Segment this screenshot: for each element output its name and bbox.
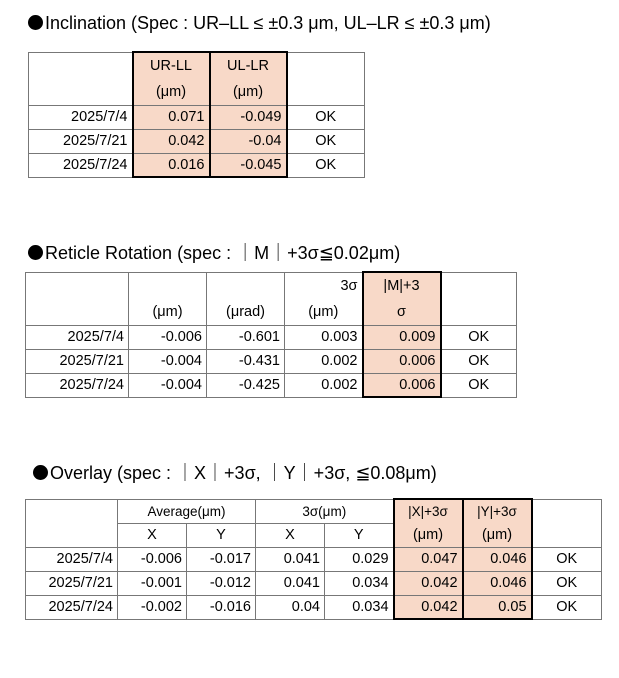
sigma-cell: 0.003 — [285, 325, 363, 349]
overlay-unit-x3s: (μm) — [394, 523, 463, 547]
overlay-header-result-blank — [532, 499, 602, 547]
inclination-heading-text: Inclination (Spec : UR–LL ≤ ±0.3 μm, UL–LR ≤ ±0.3 μm) — [45, 13, 491, 33]
overlay-sub-avg-y: Y — [187, 523, 256, 547]
y3s-cell: 0.046 — [463, 547, 532, 571]
ur-ll-cell: 0.042 — [133, 129, 210, 153]
date-cell: 2025/7/21 — [29, 129, 133, 153]
bullet-icon — [28, 15, 43, 30]
result-cell: OK — [532, 547, 602, 571]
date-cell: 2025/7/21 — [26, 571, 118, 595]
date-cell: 2025/7/24 — [26, 595, 118, 619]
reticle-header-blank-urad — [207, 272, 285, 299]
inclination-header-result-blank — [287, 52, 365, 105]
table-row — [26, 595, 602, 619]
table-row — [26, 373, 517, 397]
date-cell: 2025/7/24 — [26, 373, 129, 397]
table-row — [29, 105, 365, 129]
result-cell: OK — [532, 595, 602, 619]
result-cell: OK — [532, 571, 602, 595]
reticle-header-blank — [26, 272, 129, 325]
reticle-unit-um: (μm) — [129, 299, 207, 325]
date-cell: 2025/7/4 — [29, 105, 133, 129]
reticle-unit-m3s: σ — [363, 299, 441, 325]
table-row — [26, 547, 602, 571]
table-row — [26, 349, 517, 373]
sigma-x-cell: 0.041 — [256, 547, 325, 571]
date-cell: 2025/7/21 — [26, 349, 129, 373]
sigma-y-cell: 0.029 — [325, 547, 394, 571]
ur-ll-cell: 0.071 — [133, 105, 210, 129]
overlay-unit-y3s: (μm) — [463, 523, 532, 547]
reticle-table — [25, 271, 517, 398]
result-cell: OK — [441, 325, 517, 349]
x3s-cell: 0.047 — [394, 547, 463, 571]
avg-x-cell: -0.006 — [118, 547, 187, 571]
table-row — [26, 571, 602, 595]
um-cell: -0.006 — [129, 325, 207, 349]
x3s-cell: 0.042 — [394, 571, 463, 595]
um-cell: -0.004 — [129, 349, 207, 373]
inclination-header-ul-lr: UL-LR — [210, 52, 287, 79]
date-cell: 2025/7/4 — [26, 547, 118, 571]
result-cell: OK — [441, 349, 517, 373]
bullet-icon — [28, 245, 43, 260]
y3s-cell: 0.05 — [463, 595, 532, 619]
sigma-y-cell: 0.034 — [325, 571, 394, 595]
overlay-heading — [33, 459, 437, 485]
overlay-header-blank — [26, 499, 118, 547]
bullet-icon — [33, 465, 48, 480]
overlay-sub-avg-x: X — [118, 523, 187, 547]
overlay-header-average: Average(μm) — [118, 499, 256, 523]
overlay-header-y3s: |Y|+3σ — [463, 499, 532, 523]
table-row — [29, 129, 365, 153]
inclination-header-blank — [29, 52, 133, 105]
result-cell: OK — [287, 105, 365, 129]
reticle-unit-urad: (μrad) — [207, 299, 285, 325]
urad-cell: -0.601 — [207, 325, 285, 349]
sigma-cell: 0.002 — [285, 373, 363, 397]
avg-x-cell: -0.001 — [118, 571, 187, 595]
avg-y-cell: -0.016 — [187, 595, 256, 619]
reticle-header-m3s: |M|+3 — [363, 272, 441, 299]
inclination-table — [28, 51, 365, 178]
reticle-header-sigma: 3σ — [285, 272, 363, 299]
date-cell: 2025/7/24 — [29, 153, 133, 177]
overlay-sub-sigma-y: Y — [325, 523, 394, 547]
inclination-heading — [28, 13, 491, 34]
avg-y-cell: -0.017 — [187, 547, 256, 571]
sigma-x-cell: 0.041 — [256, 571, 325, 595]
reticle-header-result-blank — [441, 272, 517, 325]
inclination-unit-ul-lr: (μm) — [210, 79, 287, 105]
result-cell: OK — [441, 373, 517, 397]
ur-ll-cell: 0.016 — [133, 153, 210, 177]
table-row — [26, 325, 517, 349]
sigma-x-cell: 0.04 — [256, 595, 325, 619]
ul-lr-cell: -0.04 — [210, 129, 287, 153]
overlay-heading-text: Overlay (spec : ｜X｜+3σ, ｜Y｜+3σ, ≦0.08μm) — [50, 463, 437, 483]
result-cell: OK — [287, 129, 365, 153]
ul-lr-cell: -0.049 — [210, 105, 287, 129]
overlay-header-x3s: |X|+3σ — [394, 499, 463, 523]
overlay-header-sigma: 3σ(μm) — [256, 499, 394, 523]
ul-lr-cell: -0.045 — [210, 153, 287, 177]
reticle-header-blank-um — [129, 272, 207, 299]
sigma-y-cell: 0.034 — [325, 595, 394, 619]
sigma-cell: 0.002 — [285, 349, 363, 373]
urad-cell: -0.431 — [207, 349, 285, 373]
overlay-table — [25, 498, 602, 620]
overlay-sub-sigma-x: X — [256, 523, 325, 547]
inclination-unit-ur-ll: (μm) — [133, 79, 210, 105]
y3s-cell: 0.046 — [463, 571, 532, 595]
inclination-header-ur-ll: UR-LL — [133, 52, 210, 79]
m3s-cell: 0.006 — [363, 373, 441, 397]
reticle-unit-sigma: (μm) — [285, 299, 363, 325]
m3s-cell: 0.009 — [363, 325, 441, 349]
x3s-cell: 0.042 — [394, 595, 463, 619]
date-cell: 2025/7/4 — [26, 325, 129, 349]
um-cell: -0.004 — [129, 373, 207, 397]
urad-cell: -0.425 — [207, 373, 285, 397]
reticle-heading-text: Reticle Rotation (spec : ｜M｜+3σ≦0.02μm) — [45, 243, 401, 263]
reticle-heading — [28, 239, 400, 265]
m3s-cell: 0.006 — [363, 349, 441, 373]
result-cell: OK — [287, 153, 365, 177]
table-row — [29, 153, 365, 177]
avg-x-cell: -0.002 — [118, 595, 187, 619]
avg-y-cell: -0.012 — [187, 571, 256, 595]
